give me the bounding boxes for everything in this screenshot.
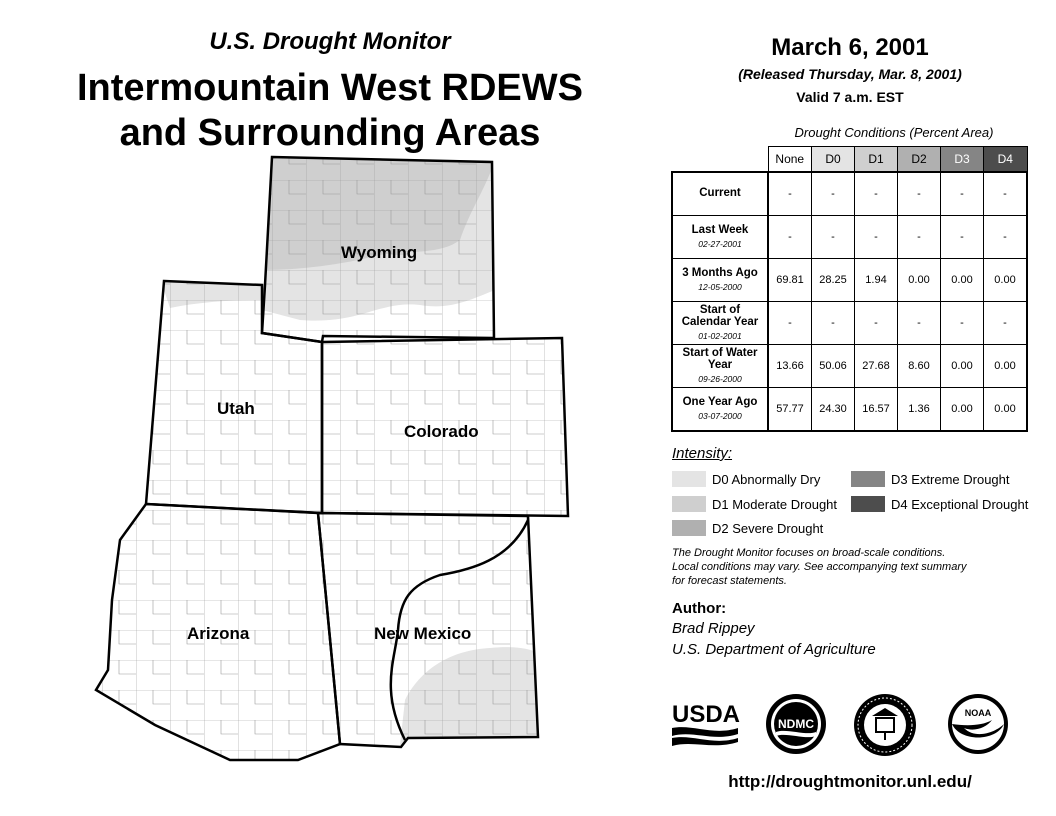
ndmc-logo (764, 692, 828, 756)
noaa-logo (946, 692, 1010, 756)
table-cell: 0.00 (941, 345, 984, 388)
row-label (672, 172, 768, 216)
author-label: Author: (672, 600, 727, 617)
row-label-text: One Year Ago (682, 396, 758, 408)
table-cell: - (941, 302, 984, 345)
table-cell: 13.66 (768, 345, 812, 388)
row-label (672, 302, 768, 345)
legend-label-d3: D3 Extreme Drought (891, 471, 1010, 487)
table-cell: 0.00 (984, 388, 1028, 432)
table-cell: 1.94 (855, 259, 898, 302)
website-url[interactable]: http://droughtmonitor.unl.edu/ (728, 772, 972, 791)
legend-swatch-d0 (672, 471, 706, 487)
table-body (672, 172, 1027, 431)
row-label (672, 345, 768, 388)
table-corner (672, 147, 768, 173)
table-cell: 0.00 (898, 259, 941, 302)
valid-time: Valid 7 a.m. EST (796, 89, 904, 105)
legend-item-d4 (851, 496, 1028, 512)
legend-label-d0: D0 Abnormally Dry (712, 471, 821, 487)
table-cell: 27.68 (855, 345, 898, 388)
table-cell: - (898, 172, 941, 216)
table-row (672, 259, 1027, 302)
table-cell: - (984, 302, 1028, 345)
author-name: Brad Rippey (672, 620, 755, 637)
table-cell: - (898, 302, 941, 345)
table-row (672, 388, 1027, 432)
table-cell: - (768, 172, 812, 216)
row-label-text: 3 Months Ago (682, 267, 758, 279)
row-label-text: Start of Calendar Year (681, 304, 759, 328)
note-line-3: for forecast statements. (672, 575, 787, 587)
legend-swatch-d1 (672, 496, 706, 512)
row-label-text: Start of Water Year (682, 347, 758, 371)
svg-text:NOAA: NOAA (964, 708, 992, 718)
label-new-mexico: New Mexico (374, 624, 472, 643)
table-cell: 0.00 (984, 259, 1028, 302)
legend-item-d1 (672, 496, 837, 512)
table-row (672, 216, 1027, 259)
row-date: 09-26-2000 (698, 374, 742, 384)
table-cell: 50.06 (812, 345, 855, 388)
table-cell: 0.00 (941, 388, 984, 432)
table-cell: 28.25 (812, 259, 855, 302)
title-line-2: and Surrounding Areas (119, 112, 541, 154)
commerce-seal-logo (852, 692, 918, 758)
row-date: 02-27-2001 (698, 239, 742, 249)
table-cell: - (855, 216, 898, 259)
author-org: U.S. Department of Agriculture (672, 641, 876, 658)
svg-text:USDA: USDA (672, 701, 741, 728)
table-cell: - (941, 172, 984, 216)
table-cell: 8.60 (898, 345, 941, 388)
table-cell: 69.81 (768, 259, 812, 302)
legend-item-d0 (672, 471, 820, 487)
row-label (672, 216, 768, 259)
release-date: (Released Thursday, Mar. 8, 2001) (738, 66, 962, 82)
col-d4: D4 (984, 147, 1028, 173)
row-label-text: Last Week (691, 224, 749, 236)
col-d2: D2 (898, 147, 941, 173)
legend-item-d3 (851, 471, 1010, 487)
drought-conditions-table (671, 146, 1028, 432)
legend-label-d4: D4 Exceptional Drought (891, 496, 1029, 512)
usda-logo (668, 694, 742, 750)
label-utah: Utah (217, 399, 255, 418)
table-cell: 16.57 (855, 388, 898, 432)
row-date: 03-07-2000 (698, 411, 742, 421)
legend-swatch-d3 (851, 471, 885, 487)
table-cell: - (768, 216, 812, 259)
table-cell: - (855, 172, 898, 216)
legend-swatch-d2 (672, 520, 706, 536)
table-cell: - (812, 302, 855, 345)
map-date: March 6, 2001 (771, 34, 929, 61)
col-d3: D3 (941, 147, 984, 173)
row-label-text: Current (699, 187, 741, 199)
table-cell: 0.00 (941, 259, 984, 302)
label-wyoming: Wyoming (341, 243, 418, 262)
legend-swatch-d4 (851, 496, 885, 512)
disclaimer-note (672, 546, 1022, 588)
legend-label-d1: D1 Moderate Drought (712, 496, 838, 512)
table-row (672, 302, 1027, 345)
label-colorado: Colorado (404, 422, 479, 441)
col-d1: D1 (855, 147, 898, 173)
table-header-row (672, 147, 1027, 173)
legend-item-d2 (672, 520, 823, 536)
table-cell: - (941, 216, 984, 259)
row-date: 12-05-2000 (698, 282, 742, 292)
table-row (672, 172, 1027, 216)
table-cell: - (768, 302, 812, 345)
map-subtitle: U.S. Drought Monitor (209, 28, 451, 55)
row-label (672, 388, 768, 432)
table-cell: 57.77 (768, 388, 812, 432)
row-date: 01-02-2001 (698, 331, 742, 341)
row-label (672, 259, 768, 302)
table-row (672, 345, 1027, 388)
table-cell: - (984, 216, 1028, 259)
table-cell: - (984, 172, 1028, 216)
col-none: None (768, 147, 812, 173)
table-caption: Drought Conditions (Percent Area) (794, 125, 994, 140)
title-line-1: Intermountain West RDEWS (77, 67, 583, 109)
table-cell: 24.30 (812, 388, 855, 432)
table-cell: - (812, 216, 855, 259)
table-cell: - (812, 172, 855, 216)
label-arizona: Arizona (187, 624, 250, 643)
note-line-1: The Drought Monitor focuses on broad-scale conditions. (672, 547, 946, 559)
svg-text:NDMC: NDMC (778, 717, 814, 731)
table-cell: 1.36 (898, 388, 941, 432)
legend-title: Intensity: (672, 445, 733, 462)
col-d0: D0 (812, 147, 855, 173)
legend-label-d2: D2 Severe Drought (712, 520, 824, 536)
note-line-2: Local conditions may vary. See accompanying text summary (672, 561, 967, 573)
table-cell: - (855, 302, 898, 345)
table-cell: 0.00 (984, 345, 1028, 388)
table-cell: - (898, 216, 941, 259)
